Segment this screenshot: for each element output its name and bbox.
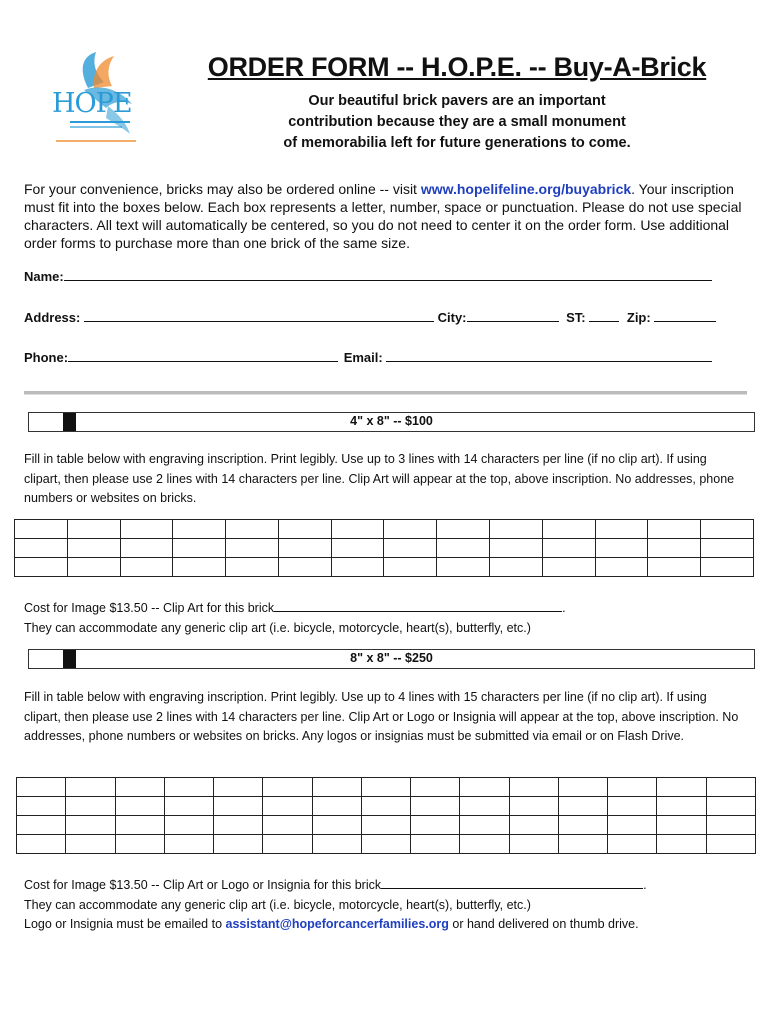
inscription-row — [15, 539, 754, 558]
name-field[interactable] — [64, 268, 712, 281]
zip-label: Zip: — [626, 310, 651, 325]
state-field[interactable] — [589, 309, 619, 322]
character-box[interactable] — [657, 816, 706, 835]
character-box[interactable] — [706, 835, 755, 854]
small-brick-header — [28, 412, 755, 432]
character-box[interactable] — [460, 778, 509, 797]
character-box[interactable] — [460, 835, 509, 854]
character-box[interactable] — [595, 539, 648, 558]
character-box[interactable] — [331, 539, 384, 558]
character-box[interactable] — [701, 558, 754, 577]
character-box[interactable] — [411, 816, 460, 835]
character-box[interactable] — [331, 520, 384, 539]
character-box[interactable] — [509, 797, 558, 816]
logo-clipart-field[interactable] — [381, 876, 643, 889]
intro-paragraph — [24, 180, 749, 252]
character-box[interactable] — [701, 539, 754, 558]
character-box[interactable] — [17, 835, 66, 854]
logo-text: HOPE — [52, 88, 132, 119]
character-box[interactable] — [164, 797, 213, 816]
character-box[interactable] — [657, 797, 706, 816]
city-field[interactable] — [467, 309, 559, 322]
character-box[interactable] — [17, 816, 66, 835]
character-box[interactable] — [15, 539, 68, 558]
cost-end: . — [643, 878, 647, 892]
inscription-row — [15, 520, 754, 539]
character-box[interactable] — [558, 835, 607, 854]
character-box[interactable] — [706, 816, 755, 835]
phone-field[interactable] — [68, 349, 338, 362]
small-brick-price: 4" x 8" -- $100 — [350, 414, 433, 428]
character-box[interactable] — [542, 539, 595, 558]
character-box[interactable] — [15, 520, 68, 539]
inscription-row — [15, 558, 754, 577]
phone-row — [24, 349, 724, 365]
character-box[interactable] — [67, 539, 120, 558]
character-box[interactable] — [226, 558, 279, 577]
address-label: Address: — [24, 310, 81, 325]
character-box[interactable] — [226, 520, 279, 539]
buyabrick-link[interactable]: www.hopelifeline.org/buyabrick — [420, 181, 632, 197]
name-row — [24, 268, 724, 284]
divider — [24, 391, 747, 395]
character-box[interactable] — [558, 797, 607, 816]
cost-end: . — [562, 601, 566, 615]
character-box[interactable] — [115, 835, 164, 854]
character-box[interactable] — [411, 797, 460, 816]
email-field[interactable] — [386, 349, 712, 362]
character-box[interactable] — [608, 797, 657, 816]
character-box[interactable] — [115, 816, 164, 835]
character-box[interactable] — [312, 816, 361, 835]
character-box[interactable] — [115, 778, 164, 797]
subtitle-line: of memorabilia left for future generations to come. — [283, 135, 631, 151]
character-box[interactable] — [331, 558, 384, 577]
character-box[interactable] — [66, 797, 115, 816]
character-box[interactable] — [437, 539, 490, 558]
character-box[interactable] — [384, 520, 437, 539]
character-box[interactable] — [17, 797, 66, 816]
character-box[interactable] — [509, 778, 558, 797]
character-box[interactable] — [460, 797, 509, 816]
character-box[interactable] — [66, 778, 115, 797]
character-box[interactable] — [263, 797, 312, 816]
character-box[interactable] — [608, 778, 657, 797]
character-box[interactable] — [411, 835, 460, 854]
inscription-row — [17, 797, 756, 816]
character-box[interactable] — [542, 520, 595, 539]
clipart-field[interactable] — [274, 599, 562, 612]
character-box[interactable] — [490, 539, 543, 558]
large-brick-header — [28, 649, 755, 669]
inscription-row — [17, 816, 756, 835]
character-box[interactable] — [67, 520, 120, 539]
character-box[interactable] — [173, 520, 226, 539]
character-box[interactable] — [120, 520, 173, 539]
character-box[interactable] — [706, 778, 755, 797]
logo-tagline — [70, 121, 130, 123]
logo-note: Logo or Insignia must be emailed to — [24, 917, 226, 931]
large-brick-instructions: Fill in table below with engraving inscription. Print legibly. Use up to 4 lines with 15 characters per line (if no clip art). If using clipart, then please use 2 lines with 14 characters per line. Clip Art or Logo or Insignia will appear at the top, above inscription. No addresses, phone numbers or websites on bricks. Any logos or insignias must be submitted via email or on Flash Drive. — [24, 690, 739, 743]
character-box[interactable] — [509, 816, 558, 835]
assistant-email-link[interactable]: assistant@hopeforcancerfamilies.org — [225, 917, 449, 931]
character-box[interactable] — [608, 835, 657, 854]
cost-text: Cost for Image $13.50 -- Clip Art or Logo or Insignia for this brick — [24, 878, 382, 892]
character-box[interactable] — [66, 835, 115, 854]
character-box[interactable] — [312, 797, 361, 816]
character-box[interactable] — [66, 816, 115, 835]
intro-text: For your convenience, bricks may also be ordered online -- visit — [24, 181, 421, 197]
small-brick-instructions: Fill in table below with engraving inscription. Print legibly. Use up to 3 lines with 14 characters per line (if no clip art). If using clipart, then please use 2 lines with 14 characters per line. Clip Art will appear at the top, above inscription. No addresses, phone numbers or websites on bricks. — [24, 452, 735, 505]
character-box[interactable] — [214, 835, 263, 854]
character-box[interactable] — [278, 539, 331, 558]
large-brick-price: 8" x 8" -- $250 — [350, 651, 433, 665]
character-box[interactable] — [411, 778, 460, 797]
small-brick-grid — [14, 519, 754, 577]
character-box[interactable] — [164, 816, 213, 835]
zip-field[interactable] — [654, 309, 716, 322]
character-box[interactable] — [115, 797, 164, 816]
character-box[interactable] — [15, 558, 68, 577]
small-brick-cost — [24, 599, 746, 638]
character-box[interactable] — [361, 816, 410, 835]
character-box[interactable] — [558, 816, 607, 835]
character-box[interactable] — [648, 558, 701, 577]
character-box[interactable] — [214, 797, 263, 816]
inscription-row — [17, 778, 756, 797]
character-box[interactable] — [263, 816, 312, 835]
character-box[interactable] — [509, 835, 558, 854]
page-title: ORDER FORM -- H.O.P.E. -- Buy-A-Brick — [207, 52, 707, 82]
character-box[interactable] — [648, 539, 701, 558]
character-box[interactable] — [263, 778, 312, 797]
subtitle — [192, 91, 722, 154]
inscription-row — [17, 835, 756, 854]
character-box[interactable] — [226, 539, 279, 558]
large-brick-cost — [24, 876, 746, 935]
character-box[interactable] — [648, 520, 701, 539]
character-box[interactable] — [361, 797, 410, 816]
character-box[interactable] — [384, 539, 437, 558]
character-box[interactable] — [263, 835, 312, 854]
character-box[interactable] — [608, 816, 657, 835]
cost-text: Cost for Image $13.50 -- Clip Art for this brick — [24, 601, 275, 615]
character-box[interactable] — [460, 816, 509, 835]
character-box[interactable] — [67, 558, 120, 577]
subtitle-line: Our beautiful brick pavers are an important — [308, 93, 606, 109]
character-box[interactable] — [17, 778, 66, 797]
character-box[interactable] — [361, 835, 410, 854]
phone-label: Phone: — [24, 350, 69, 365]
character-box[interactable] — [173, 558, 226, 577]
character-box[interactable] — [595, 558, 648, 577]
address-field[interactable] — [84, 309, 434, 322]
character-box[interactable] — [120, 558, 173, 577]
logo-tagline — [56, 140, 136, 142]
character-box[interactable] — [120, 539, 173, 558]
intro-text: . Your inscription must fit into the boxes below. Each box represents a letter, number, space or punctuation. Please do not use special characters. All text will automatically be centered, so you do not need to center it on the order form. Use additional order forms to purchase more than one brick of the same size. — [24, 181, 742, 251]
character-box[interactable] — [278, 558, 331, 577]
city-label: City: — [437, 310, 467, 325]
character-box[interactable] — [437, 558, 490, 577]
character-box[interactable] — [657, 835, 706, 854]
character-box[interactable] — [384, 558, 437, 577]
character-box[interactable] — [595, 520, 648, 539]
large-brick-grid — [16, 777, 756, 854]
character-box[interactable] — [701, 520, 754, 539]
character-box[interactable] — [214, 778, 263, 797]
character-box[interactable] — [542, 558, 595, 577]
subtitle-line: contribution because they are a small monument — [288, 114, 626, 130]
character-box[interactable] — [706, 797, 755, 816]
name-label: Name: — [24, 269, 64, 284]
character-box[interactable] — [437, 520, 490, 539]
character-box[interactable] — [657, 778, 706, 797]
character-box[interactable] — [490, 520, 543, 539]
character-box[interactable] — [164, 778, 213, 797]
state-label: ST: — [566, 310, 586, 325]
address-row — [24, 309, 724, 325]
character-box[interactable] — [558, 778, 607, 797]
character-box[interactable] — [490, 558, 543, 577]
character-box[interactable] — [312, 778, 361, 797]
character-box[interactable] — [214, 816, 263, 835]
hope-logo — [48, 48, 148, 158]
logo-note: or hand delivered on thumb drive. — [448, 917, 639, 931]
character-box[interactable] — [173, 539, 226, 558]
generic-clipart-note: They can accommodate any generic clip art (i.e. bicycle, motorcycle, heart(s), butterfly, etc.) — [24, 620, 531, 635]
generic-clipart-note: They can accommodate any generic clip art (i.e. bicycle, motorcycle, heart(s), butterfly, etc.) — [24, 897, 531, 912]
email-label: Email: — [343, 350, 383, 365]
character-box[interactable] — [312, 835, 361, 854]
character-box[interactable] — [164, 835, 213, 854]
logo-tagline — [70, 126, 122, 128]
character-box[interactable] — [361, 778, 410, 797]
character-box[interactable] — [278, 520, 331, 539]
